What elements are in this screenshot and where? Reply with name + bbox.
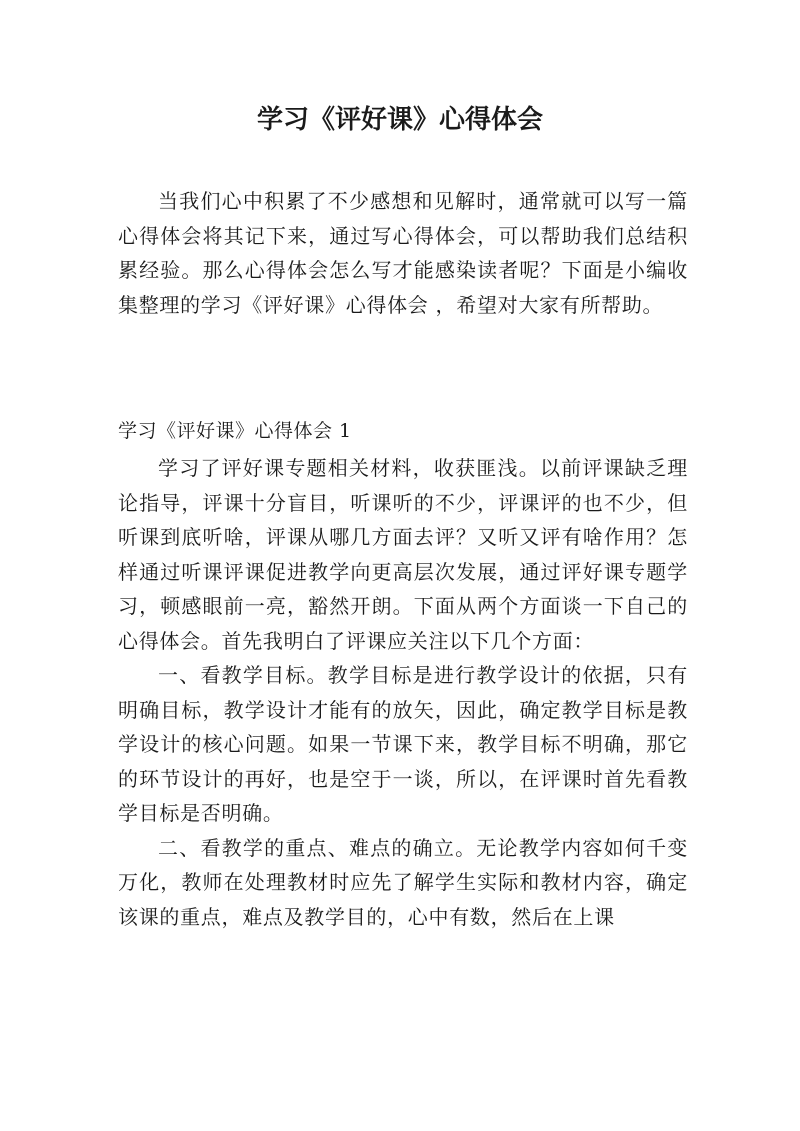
body-paragraph-1: 学习了评好课专题相关材料，收获匪浅。以前评课缺乏理论指导，评课十分盲目，听课听的不少，评课评的也不少，但听课到底听啥，评课从哪几方面去评？又听又评有啥作用？怎样通过听课评课促进教学向更高层次发展，通过评好课专题学习，顿感眼前一亮，豁然开朗。下面从两个方面谈一下自己的心得体会。首先我明白了评课应关注以下几个方面： bbox=[118, 456, 688, 653]
section-content bbox=[118, 451, 688, 934]
body-paragraph-2: 一、看教学目标。教学目标是进行教学设计的依据，只有明确目标，教学设计才能有的放矢，因此，确定教学目标是教学设计的核心问题。如果一节课下来，教学目标不明确，那它的环节设计的再好，也是空于一谈，所以，在评课时首先看教学目标是否明确。 bbox=[118, 663, 688, 825]
section-heading: 学习《评好课》心得体会 1 bbox=[118, 420, 352, 442]
body-paragraph-3: 二、看教学的重点、难点的确立。无论教学内容如何千变万化，教师在处理教材时应先了解学生实际和教材内容，确定该课的重点，难点及教学目的，心中有数，然后在上课 bbox=[118, 835, 688, 929]
intro-paragraph: 当我们心中积累了不少感想和见解时，通常就可以写一篇心得体会将其记下来，通过写心得体会，可以帮助我们总结积累经验。那么心得体会怎么写才能感染读者呢？下面是小编收集整理的学习《评好课》心得体会 ，希望对大家有所帮助。 bbox=[118, 189, 688, 317]
document-title: 学习《评好课》心得体会 bbox=[256, 105, 543, 135]
